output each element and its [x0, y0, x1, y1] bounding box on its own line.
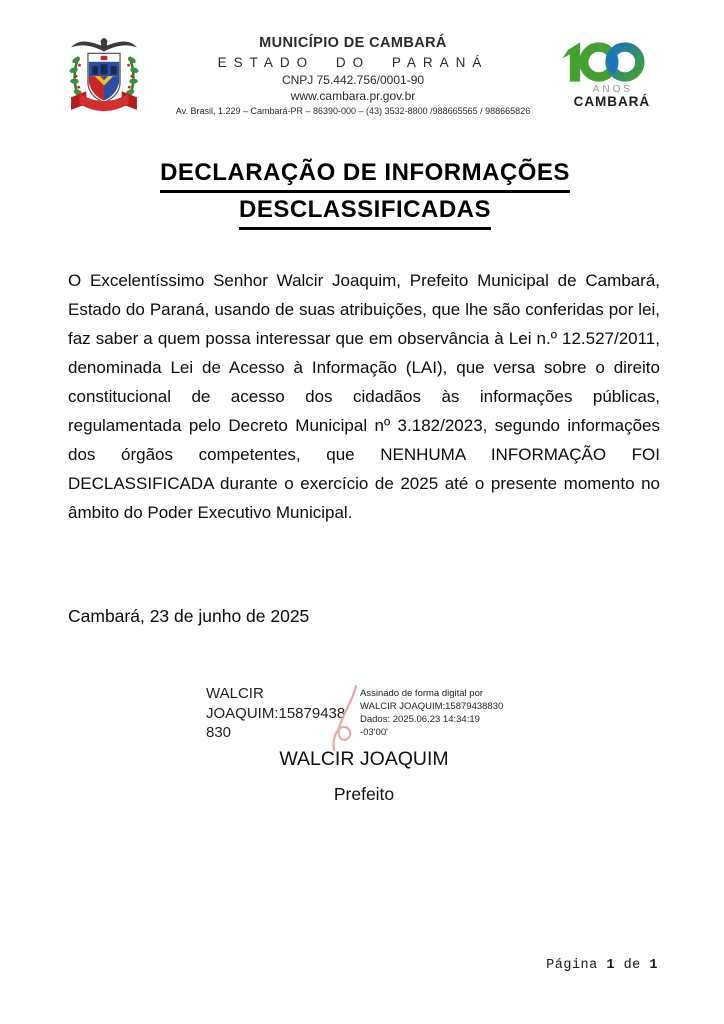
letterhead [62, 33, 666, 125]
date-line: Cambará, 23 de junho de 2025 [68, 606, 310, 626]
document-title-line1: DECLARAÇÃO DE INFORMAÇÕES [160, 156, 570, 193]
declaration-body: O Excelentíssimo Senhor Walcir Joaquim, Prefeito Municipal de Cambará, Estado do Paraná, usando de suas atribuições, que lhe são conferidas por lei, faz saber a quem possa interessar que em observância à Lei n.º 12.527/2011, denominada Lei de Acesso à Informação (LAI), que versa sobre o direito constitucional de acesso dos cidadãos às informações públicas, regulamentada pelo Decreto Municipal nº 3.182/2023, segundo informações dos órgãos competentes, que NENHUMA INFORMAÇÃO FOI DECLASSIFICADA durante o exercício de 2025 até o presente momento no âmbito do Poder Executivo Municipal. [68, 271, 660, 522]
address-line: Av. Brasil, 1.229 – Cambará-PR – 86390-000 – (43) 3532-8800 /988665565 / 988665826 [175, 106, 531, 116]
certificate-line: JOAQUIM:15879438 [206, 704, 346, 722]
centennial-anos-label: ANOS [592, 83, 633, 95]
document-title-line2: DESCLASSIFICADAS [239, 193, 491, 230]
centennial-number-100 [562, 42, 639, 81]
signature-details-line: Dados: 2025.06.23 14:34:19 [360, 714, 480, 725]
signer-name: WALCIR JOAQUIM [279, 748, 449, 770]
signer-title: Prefeito [333, 784, 395, 804]
centennial-city-label: CAMBARÁ [573, 93, 651, 109]
footer-separator: de [623, 958, 641, 973]
footer-label: Página [546, 958, 598, 973]
signature-details-line: Assinado de forma digital por [360, 688, 484, 699]
document-title [68, 156, 662, 230]
centennial-100-anos-logo [554, 39, 666, 113]
digital-signature-block [68, 682, 660, 812]
signature-certificate-id [206, 684, 345, 743]
letterhead-text [158, 35, 548, 116]
certificate-line: WALCIR [206, 685, 264, 702]
signature-details [360, 687, 503, 739]
cambara-coat-of-arms-icon [66, 33, 142, 121]
website-url: www.cambara.pr.gov.br [290, 89, 416, 103]
cnpj-number: CNPJ 75.442.756/0001-90 [281, 73, 425, 87]
signature-details-line: WALCIR JOAQUIM:15879438830 [360, 701, 504, 712]
page-number-footer [546, 958, 658, 973]
municipality-name: MUNICÍPIO DE CAMBARÁ [259, 35, 447, 51]
state-name: ESTADO DO PARANÁ [217, 55, 489, 70]
certificate-line: 830 [206, 724, 232, 741]
footer-total-pages: 1 [649, 958, 658, 973]
footer-current-page: 1 [606, 958, 615, 973]
signature-details-line: -03'00' [360, 727, 388, 738]
